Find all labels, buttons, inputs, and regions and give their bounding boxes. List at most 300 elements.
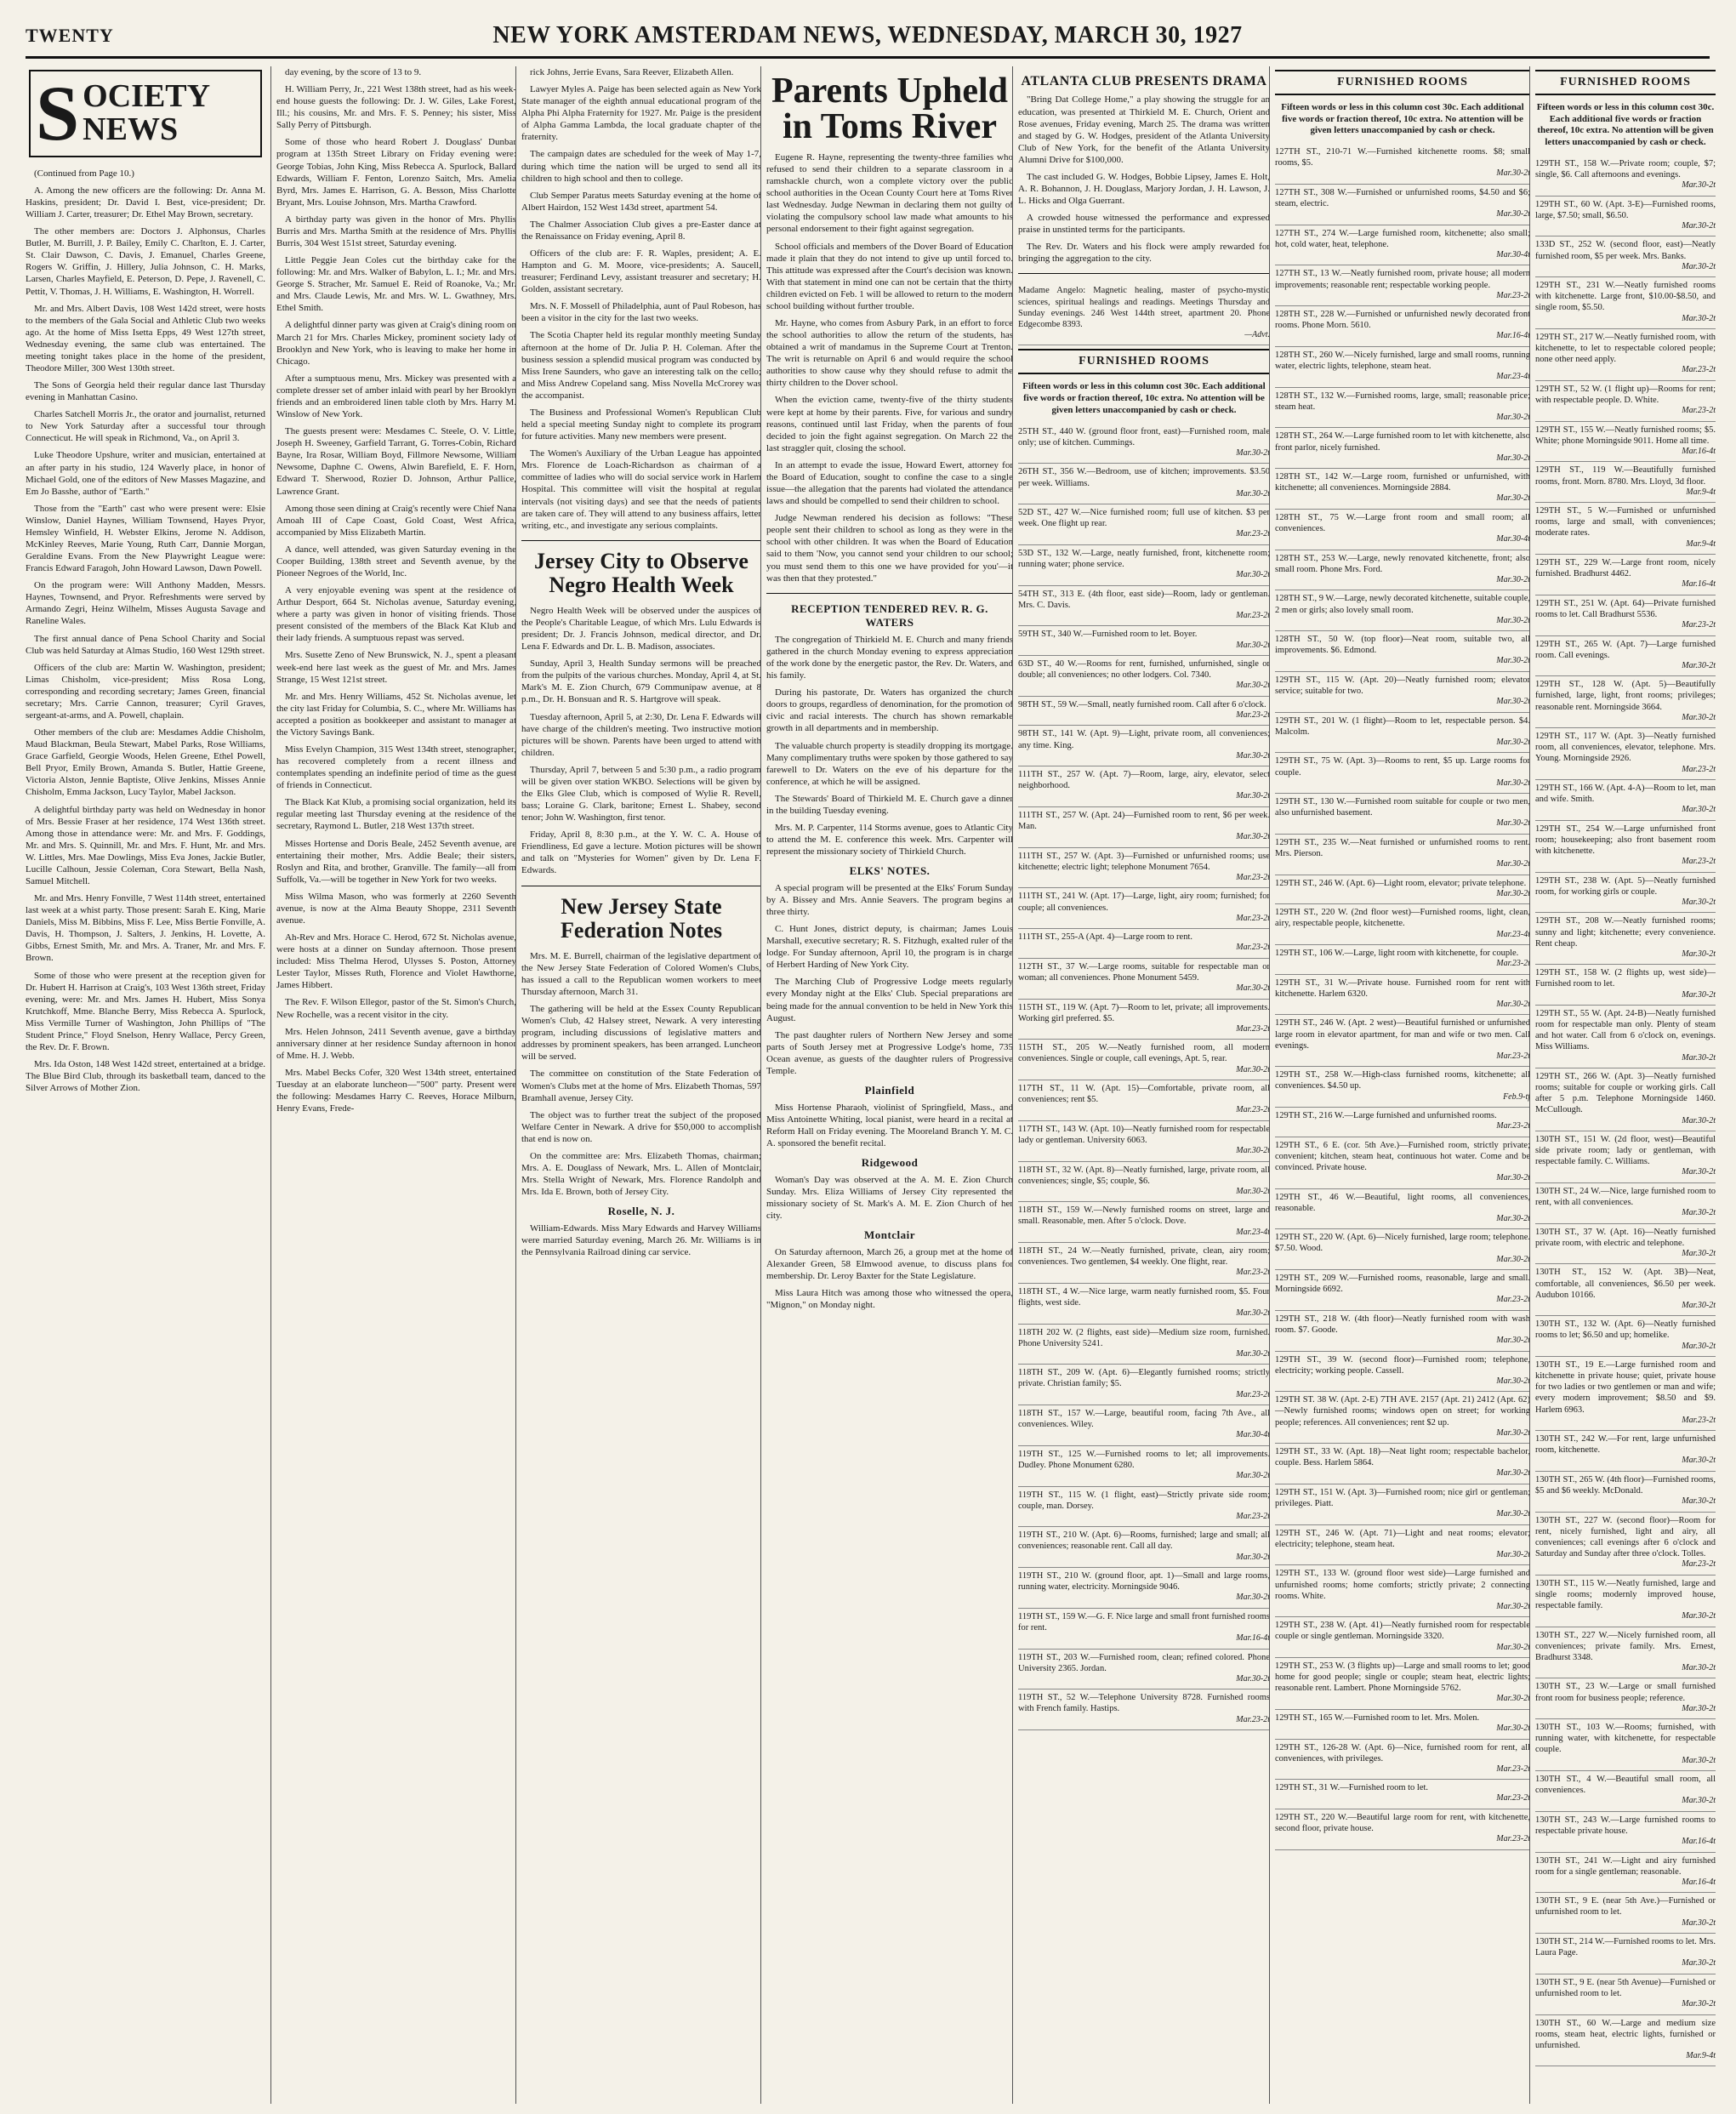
classified-ad — [1018, 1609, 1270, 1650]
classified-ad — [1535, 1893, 1716, 1934]
society-news-logo — [29, 70, 262, 157]
classified-ad — [1535, 913, 1716, 965]
ad-date: Mar.30-2t — [1236, 570, 1270, 580]
ad-date: Mar.30-2t — [1496, 1694, 1530, 1704]
ad-text: 130TH ST., 37 W. (Apt. 16)—Neatly furnished private room, with electric and telephone. — [1535, 1227, 1716, 1248]
headline-jersey-city: Jersey City to Observe Negro Health Week — [534, 548, 748, 598]
classified-ad — [1535, 1934, 1716, 1974]
ad-text: 111TH ST., 257 W. (Apt. 3)—Furnished or unfurnished rooms; use kitchenette; electric light; telephone Monument 7654. — [1018, 851, 1270, 872]
classified-ad — [1275, 428, 1530, 469]
masthead — [26, 15, 1710, 59]
headline-ridgewood: Ridgewood — [861, 1155, 919, 1169]
classified-ad — [1018, 464, 1270, 504]
ad-date: Mar.30-2t — [1682, 805, 1716, 815]
classified-ad — [1018, 888, 1270, 929]
ad-date: Mar.23-2t — [1236, 529, 1270, 539]
paragraph: Mrs. N. F. Mossell of Philadelphia, aunt of Paul Robeson, has been a visitor in the city for the last two weeks. — [521, 301, 761, 324]
paragraph: A birthday party was given in the honor of Mrs. Phyllis Burris and Mrs. Martha Smith at the residence of Mrs. Phyllis Burris, 304 West 151st street, Saturday evening. — [276, 214, 516, 249]
classified-ad — [1275, 1137, 1530, 1189]
classified-ad — [1275, 945, 1530, 975]
ad-text: 129TH ST., 117 W. (Apt. 3)—Neatly furnished room, all conveniences, elevator, telephone. Mrs. Young. Morningside 2926. — [1535, 732, 1716, 764]
montclair-paragraphs — [766, 1246, 1013, 1311]
ad-text: 130TH ST., 4 W.—Beautiful small room, all conveniences. — [1535, 1775, 1716, 1796]
rate-note: Fifteen words or less in this column cost 30c. Each additional five words or fraction thereof, 10c extra. No attention will be given letters unaccompanied by cash or check. — [1022, 381, 1266, 415]
ad-text: 130TH ST., 24 W.—Nice, large furnished room to rent, with all conveniences. — [1535, 1186, 1716, 1208]
paragraph: Officers of the club are: Martin W. Washington, president; Limas Chisholm, vice-president; Miss Rosa Long, corresponding and recording secretary; James Green, financial secretary; Mrs. Carrie Cannon, treasurer; Cyril Graves, sergeant-at-arms, and A. Powell, chaplain. — [26, 662, 265, 721]
ad-text: 130TH ST., 242 W.—For rent, large unfurnished room, kitchenette. — [1535, 1434, 1716, 1456]
classified-ads — [1275, 144, 1530, 1850]
rate-note: Fifteen words or less in this column cost 30c. Each additional five words or fraction thereof, 10c extra. No attention will be given letters unaccompanied by cash or check. — [1281, 101, 1524, 136]
ad-text: 119TH ST., 210 W. (ground floor, apt. 1)—Small and large rooms, running water, electricity. Morningside 9046. — [1018, 1571, 1270, 1593]
classified-ads — [1018, 424, 1270, 1730]
classified-header: FURNISHED ROOMS — [1535, 70, 1716, 95]
ad-date: Mar.30-2t — [1682, 1341, 1716, 1351]
ad-text: 118TH ST., 24 W.—Neatly furnished, private, clean, airy room; conveniences. Two gentlemen, $4 weekly. One flight, rear. — [1018, 1246, 1270, 1268]
ad-text: 118TH ST., 32 W. (Apt. 8)—Neatly furnished, large, private room, all conveniences; single, $5; couple, $6. — [1018, 1165, 1270, 1186]
ad-date: Mar.30-2t — [1682, 313, 1716, 323]
paragraph: Eugene R. Hayne, representing the twenty-three families who refused to send their children to a separate classroom in a ramshackle church, won a complete victory over the public school authorities in the Ocean County Court here at Toms River last Wednesday. Judge Newman in declaring them not guilty of violating the compulsory school law made what amounts to his personal endorsement to their fight against segregation. — [766, 152, 1013, 235]
paragraph: The first annual dance of Pena School Charity and Social Club was held Saturday at Almas Studio, 160 West 129th street. — [26, 633, 265, 656]
paragraph: day evening, by the score of 13 to 9. — [285, 67, 422, 77]
ad-date: Mar.30-2t — [1236, 681, 1270, 691]
ad-date: Mar.30-2t — [1496, 818, 1530, 829]
paragraph: Mrs. M. E. Burrell, chairman of the legislative department of the New Jersey State Federation of Colored Women's Clubs, has issued a call to the Republican women workers to meet Thursday afternoon, March 31. — [521, 950, 761, 997]
ad-date: Mar.23-2t — [1236, 709, 1270, 720]
logo-s: S — [36, 70, 80, 157]
paragraph: Officers of the club are: F. R. Waples, president; A. E. Hampton and G. M. Moore, vice-presidents; A. Saucell, treasurer; Ferdinand Levy, assistant treasurer and secretary; H. Golden, assistant secretary. — [521, 248, 761, 295]
ad-text: 128TH ST., 264 W.—Large furnished room to let with kitchenette, also front parlor, nicely furnished. — [1275, 431, 1530, 453]
classified-ad — [1275, 1444, 1530, 1484]
ad-text: 129TH ST., 220 W. (Apt. 6)—Nicely furnished, large room; telephone. $7.50. Wood. — [1275, 1233, 1530, 1254]
headline-atlanta-club: ATLANTA CLUB PRESENTS DRAMA — [1021, 74, 1267, 88]
classified-ad — [1018, 424, 1270, 464]
ad-date: Mar.30-2t — [1682, 1496, 1716, 1507]
ad-text: 119TH ST., 159 W.—G. F. Nice large and small front furnished rooms for rent. — [1018, 1611, 1270, 1633]
ad-date: Mar.30-4t — [1496, 534, 1530, 544]
ad-date: Mar.23-2t — [1236, 943, 1270, 953]
classified-ad — [1535, 595, 1716, 636]
ad-date: Mar.23-2t — [1682, 1559, 1716, 1570]
ad-date: Mar.23-2t — [1236, 872, 1270, 882]
paragraph: Mr. Hayne, who comes from Asbury Park, in an effort to force the school authorities to allow the return of the students, has obtained a writ of mandamus in the Supreme Court at Trenton. The writ is returnable on April 6 and would require the school authorities to show cause why they should refuse to admit the thirty children to the Dover school. — [766, 318, 1013, 389]
ad-text: 130TH ST., 9 E. (near 5th Avenue)—Furnished or unfurnished room to let. — [1535, 1977, 1716, 1998]
classified-ad — [1535, 1719, 1716, 1771]
classified-ad — [1535, 1431, 1716, 1472]
classified-ad — [1535, 1131, 1716, 1183]
ad-date: Mar.30-2t — [1682, 261, 1716, 271]
classified-ad — [1018, 586, 1270, 627]
reception-paragraphs — [766, 634, 1013, 858]
headline-roselle: Roselle, N. J. — [607, 1205, 675, 1218]
ad-date: Mar.23-2t — [1496, 1051, 1530, 1061]
ad-text: 129TH ST., 106 W.—Large, light room with kitchenette, for couple. — [1275, 949, 1519, 959]
classified-ad — [1535, 821, 1716, 873]
classified-ad — [1535, 2015, 1716, 2067]
ad-date: Mar.30-2t — [1496, 1254, 1530, 1264]
paragraph: The cast included G. W. Hodges, Bobbie Lipsey, James E. Holt, A. R. Bohannon, J. H. Douglass, Marjory Jordan, J. H. Lawson, J. L. Hicks and Olga Guerrant. — [1018, 171, 1270, 207]
ad-date: Mar.30-2t — [1496, 412, 1530, 422]
headline-montclair: Montclair — [863, 1228, 916, 1241]
headline-reception: RECEPTION TENDERED REV. R. G. WATERS — [791, 601, 988, 630]
classified-ad — [1535, 965, 1716, 1006]
classified-ad — [1018, 1568, 1270, 1609]
ad-date: Mar.30-2t — [1496, 493, 1530, 504]
ad-text: 129TH ST., 235 W.—Neat furnished or unfurnished rooms to rent. Mrs. Pierson. — [1275, 837, 1530, 859]
ad-date: Mar.30-2t — [1496, 888, 1530, 898]
ad-text: 129TH ST., 31 W.—Private house. Furnished room for rent with kitchenette. Harlem 6320. — [1275, 977, 1530, 999]
classified-ad — [1275, 672, 1530, 713]
classified-ad — [1275, 1525, 1530, 1566]
paragraph: Thursday, April 7, between 5 and 5:30 p.m., a radio program will be given over station WKBO. Selections will be given by the Elks Glee Club, which is composed of Wylie R. Revell, bass; Loraine G. Clark, baritone; Ernest L. Shabey, second tenor; John W. Washington, first tenor. — [521, 764, 761, 823]
paragraph: A very enjoyable evening was spent at the residence of Arthur Desport, 664 St. Nicholas avenue, Saturday evening, where a party was given in honor of visiting friends. Those present consisted of the members of the Black Kat Klub and their lady friends. A sumptuous repast was served. — [276, 585, 516, 644]
ad-date: Mar.16-4t — [1682, 579, 1716, 590]
ad-text: 59TH ST., 340 W.—Furnished room to let. Boyer. — [1018, 630, 1198, 640]
classified-ad — [1018, 807, 1270, 848]
ad-text: 128TH ST., 142 W.—Large room, furnished or unfurnished, with kitchenette; all conveniences. Morningside 2884. — [1275, 472, 1530, 493]
ad-date: Mar.30-2t — [1682, 897, 1716, 907]
paragraph: Those from the "Earth" cast who were present were: Elsie Winslow, Daniel Haynes, William Townsend, Hayes Pryor, Hemsley Winfield, H. Webster Elkins, Jerome N. Addison, McKinley Reeves, Marie Young, Ruth Carr, Dannie Morgan, Geraldine Evans. From the New Playwright League were: Francis Edward Faragoh, John Howard Lawson, Dawn Powell. — [26, 503, 265, 574]
ad-date: Mar.23-2t — [1236, 1714, 1270, 1724]
ad-text: 129TH ST., 238 W. (Apt. 41)—Neatly furnished room for respectable couple or single gentleman. Morningside 3320. — [1275, 1621, 1530, 1642]
ad-date: Mar.30-2t — [1236, 832, 1270, 842]
ad-date: Mar.30-2t — [1496, 1724, 1530, 1734]
paragraph: On Saturday afternoon, March 26, a group met at the home of Alexander Green, 58 Elmwood avenue, to discuss plans for membership. Dr. Leroy Baxter for the State Legislature. — [766, 1246, 1013, 1281]
page-number: TWENTY — [26, 25, 114, 46]
ad-text: 129TH ST., 75 W. (Apt. 3)—Rooms to rent, $5 up. Large rooms for couple. — [1275, 756, 1530, 778]
ad-date: Mar.30-2t — [1236, 1552, 1270, 1562]
divider — [766, 593, 1013, 594]
ad-text: 129TH ST., 208 W.—Neatly furnished rooms; sunny and light; kitchenette; every convenience. Rent cheap. — [1535, 916, 1716, 949]
paragraph: Negro Health Week will be observed under the auspices of the People's Charitable League, of which Mrs. Lulu Edwards is president; Dr. J. Francis Johnson, medical director, and Dr. Lena F. Edwards and Dr. L. B. Madison, associates. — [521, 605, 761, 652]
ad-date: Mar.30-2t — [1496, 697, 1530, 707]
paragraph: Tuesday afternoon, April 5, at 2:30, Dr. Lena F. Edwards will have charge of the children's meeting. Two instructive motion pictures will be shown. Parents have been urged to attend with children. — [521, 711, 761, 758]
ad-text: 111TH ST., 241 W. (Apt. 17)—Large, light, airy room; furnished; for couple; all conveniences. — [1018, 892, 1270, 913]
paragraph: On the program were: Will Anthony Madden, Messrs. Haynes, Townsend, and Pryor. Refreshments were served by Armando Zegri, Heinz Wilhelm, Misses Augusta Savage and Raneline Wales. — [26, 580, 265, 627]
ad-date: Mar.30-2t — [1236, 1593, 1270, 1603]
ad-text: 129TH ST., 251 W. (Apt. 64)—Private furnished rooms to let. Call Bradhurst 5536. — [1535, 598, 1716, 619]
ad-date: Mar.30-2t — [1236, 1186, 1270, 1196]
classified-ad — [1535, 329, 1716, 381]
ad-text: 128TH ST., 50 W. (top floor)—Neat room, suitable two, all improvements. $6. Edmond. — [1275, 635, 1530, 656]
paragraph: rick Johns, Jerrie Evans, Sara Reever, Elizabeth Allen. — [530, 67, 734, 77]
ad-text: 129TH ST., 33 W. (Apt. 18)—Neat light room; respectable bachelor, couple. Bess. Harlem 5864. — [1275, 1447, 1530, 1468]
paragraph: The Black Kat Klub, a promising social organization, held its regular meeting last Thursday evening at the residence of the secretary, Raymond L. Butler, 218 West 137th street. — [276, 797, 516, 832]
ad-date: Mar.30-2t — [1496, 999, 1530, 1009]
ad-date: Mar.30-2t — [1496, 1601, 1530, 1611]
column-society-1 — [26, 66, 265, 2104]
classified-ad — [1535, 873, 1716, 914]
ad-text: 119TH ST., 125 W.—Furnished rooms to let; all improvements. Dudley. Phone Monument 6280. — [1018, 1449, 1270, 1470]
paragraph: A special program will be presented at the Elks' Forum Sunday by A. Bissey and Mrs. Annie Seavers. The program begins at three thirty. — [766, 882, 1013, 918]
ad-text: 118TH ST., 4 W.—Nice large, warm neatly furnished room, $5. Four flights, west side. — [1018, 1286, 1270, 1308]
classified-ad — [1275, 1658, 1530, 1710]
ad-date: Mar.30-2t — [1496, 1642, 1530, 1652]
classified-ad — [1275, 794, 1530, 835]
classified-ad — [1275, 631, 1530, 672]
ad-text: 129TH ST., 128 W. (Apt. 5)—Beautifully furnished, large, light, front rooms; privileges; reasonable rent. Morningside 3664. — [1535, 680, 1716, 712]
ad-date: Mar.30-2t — [1236, 1308, 1270, 1319]
classified-ad — [1275, 306, 1530, 347]
ad-text: Madame Angelo: Magnetic healing, master of psycho-mystic sciences, spiritual healings and readings. Meetings Thursday and Sunday evenings. 246 West 144th street, apartment 20. Phone Edgecombe 8393. — [1018, 286, 1270, 329]
ad-date: Mar.30-2t — [1496, 574, 1530, 584]
classified-ad — [1535, 1006, 1716, 1068]
ad-date: Mar.30-2t — [1236, 488, 1270, 499]
ad-date: Mar.30-2t — [1236, 447, 1270, 458]
ad-text: 127TH ST., 13 W.—Neatly furnished room, private house; all modern improvements; reasonable rent; respectable working people. — [1275, 269, 1530, 290]
ad-text: 130TH ST., 227 W. (second floor)—Room for rent, nicely furnished, light and airy, all conveniences; call evenings after 6 o'clock and Saturday and Sunday after three o'clock. Tolles. — [1535, 1515, 1716, 1559]
column-classified-4 — [1529, 66, 1716, 2104]
classified-ad — [1018, 1325, 1270, 1365]
society-paragraphs — [521, 66, 761, 532]
ad-text: 118TH 202 W. (2 flights, east side)—Medium size room, furnished. Phone University 5241. — [1018, 1327, 1270, 1348]
ad-date: Mar.30-2t — [1496, 1336, 1530, 1346]
classified-ad — [1275, 144, 1530, 185]
paragraph: C. Hunt Jones, district deputy, is chairman; James Louis Marshall, executive secretary; R. S. Fitzhugh, exalted ruler of the lodge. For Sunday afternoon, April 10, the program is in charge of Herbert Harding of New York City. — [766, 924, 1013, 971]
classified-ad — [1018, 1446, 1270, 1487]
paragraph: Mrs. Helen Johnson, 2411 Seventh avenue, gave a birthday anniversary dinner at her residence Sunday afternoon in honor of Mme. H. J. Webb. — [276, 1026, 516, 1061]
paragraph: Miss Hortense Pharaoh, violinist of Springfield, Mass., and Miss Antoinette Whiting, local pianist, were heard in a recital at Reform Hall on Friday evening. The Mooreland Branch Y. M. C. A. sponsored the benefit recital. — [766, 1102, 1013, 1148]
paragraph: Luke Theodore Upshure, writer and musician, entertained at an after party in his studio, 124 Waverly place, in honor of Michael Gold, one of the editors of New Masses Magazine, and Em Jo Basshe, author of "Earth." — [26, 450, 265, 497]
ad-text: 129TH ST., 6 E. (cor. 5th Ave.)—Furnished room, strictly private; convenient; kitchen, steam heat, continuous hot water. Come and be convinced. Private house. — [1275, 1140, 1530, 1172]
ad-text: 129TH ST., 119 W.—Beautifully furnished rooms, front. Morn. 8780. Mrs. Lloyd, 3d floor. — [1535, 465, 1716, 487]
atlanta-paragraphs — [1018, 94, 1270, 265]
paragraph: Judge Newman rendered his decision as follows: "These people sent their children to school as long as they were in the school with other children. It was when the Board of Education said to them 'Now, you cannot send your children to our school; you must send them to this one we have provided for you'—it was then that they protested." — [766, 513, 1013, 584]
ad-text: 129TH ST. 38 W. (Apt. 2-E) 7TH AVE. 2157 (Apt. 21) 2412 (Apt. 62)—Newly furnished rooms; windows open on street; for working people; references. All conveniences; rent $2 up. — [1275, 1395, 1530, 1427]
ad-date: Mar.23-2t — [1682, 406, 1716, 416]
classified-ad — [1535, 236, 1716, 277]
ad-text: 129TH ST., 115 W. (Apt. 20)—Neatly furnished room; elevator service; suitable for two. — [1275, 675, 1530, 697]
paragraph: On the committee are: Mrs. Elizabeth Thomas, chairman; Mrs. A. E. Douglass of Newark, Mrs. L. Allen of Montclair, Mrs. Stella Wright of Newark, Mrs. Florence Randolph and Mrs. Ida E. Brown, both of Jersey City. — [521, 1150, 761, 1198]
ad-date: Mar.30-2t — [1682, 989, 1716, 1000]
classified-ad — [1535, 462, 1716, 503]
ad-text: 129TH ST., 166 W. (Apt. 4-A)—Room to let, man and wife. Smith. — [1535, 783, 1716, 805]
ad-date: Mar.30-2t — [1236, 1146, 1270, 1156]
ad-date: Mar.23-2t — [1682, 764, 1716, 774]
logo-word-2: NEWS — [83, 111, 179, 148]
ad-date: Mar.30-2t — [1682, 1115, 1716, 1125]
classified-ad — [1275, 713, 1530, 754]
ad-text: 129TH ST., 5 W.—Furnished or unfurnished rooms, large and small, with conveniences; moderate rates. — [1535, 506, 1716, 538]
ad-text: 130TH ST., 214 W.—Furnished rooms to let. Mrs. Laura Page. — [1535, 1937, 1716, 1958]
classified-ad — [1275, 1352, 1530, 1393]
ad-text: 129TH ST., 201 W. (1 flight)—Room to let, respectable person. $4. Malcolm. — [1275, 715, 1530, 737]
ad-date: Mar.30-2t — [1682, 1208, 1716, 1218]
classified-ad — [1275, 1067, 1530, 1108]
ad-text: 129TH ST., 165 W.—Furnished room to let. Mrs. Molen. — [1275, 1712, 1480, 1723]
classified-ad — [1275, 347, 1530, 388]
paragraph: William-Edwards. Miss Mary Edwards and Harvey Williams were married Saturday evening, March 26. Mr. Williams is in the Pennsylvania Railroad dining car service. — [521, 1222, 761, 1258]
classified-ad — [1535, 1576, 1716, 1627]
classified-ad — [1535, 1627, 1716, 1679]
classified-ad — [1535, 1316, 1716, 1357]
ad-text: 129TH ST., 220 W. (2nd floor west)—Furnished rooms, light, clean, airy, respectable people, kitchenette. — [1275, 908, 1530, 929]
ad-marker: —Advt. — [1244, 329, 1270, 339]
classified-ad — [1535, 1771, 1716, 1812]
paragraph: The guests present were: Mesdames C. Steele, O. V. Little, Joseph H. Sweeney, Garfield Tarrant, G. Torres-Cobin, Richard Bayne, Ira Rosar, William Boyd, Fillmore Newsome, William Newsome, Daphne C. Owens, Alwin Barefield, E. F. Horn, Edward T. Sherwood, Rozier D. Johnson, Arthur Pallice, Lawrence Grant. — [276, 426, 516, 497]
ad-text: 111TH ST., 257 W. (Apt. 7)—Room, large, airy, elevator, select neighborhood. — [1018, 770, 1270, 791]
paragraph: Mrs. Susette Zeno of New Brunswick, N. J., spent a pleasant week-end here last week as the guest of Mr. and Mrs. James Strange, 15 West 121st street. — [276, 650, 516, 685]
society-paragraphs — [276, 66, 516, 1114]
ad-text: 129TH ST., 258 W.—High-class furnished rooms, kitchenette; all conveniences. $4.50 up. — [1275, 1070, 1530, 1091]
paragraph: A delightful dinner party was given at Craig's dining room on March 21 for Mrs. Charles Mickey, prominent society lady of Brooklyn and New York, who is leaving to make her home in Chicago. — [276, 320, 516, 367]
ad-text: 119TH ST., 52 W.—Telephone University 8728. Furnished rooms with French family. Hastips. — [1018, 1693, 1270, 1714]
ad-text: 118TH ST., 209 W. (Apt. 6)—Elegantly furnished rooms; strictly private. Christian family; $5. — [1018, 1368, 1270, 1389]
ad-date: Mar.30-2t — [1496, 656, 1530, 666]
classified-ad — [1535, 1224, 1716, 1265]
classified-ad — [1018, 726, 1270, 766]
ad-text: 129TH ST., 254 W.—Large unfurnished front room; housekeeping; also front basement room with kitchenette. — [1535, 823, 1716, 857]
classified-ad — [1275, 550, 1530, 591]
madame-angelo-ad — [1018, 282, 1270, 345]
paragraph: Mrs. Ida Oston, 148 West 142d street, entertained at a bridge. The Blue Bird Club, through its basketball team, danced to the Silver Arrows of Mother Zion. — [26, 1059, 265, 1094]
headline-parents-upheld: Parents Upheld in Toms River — [771, 71, 1009, 146]
ad-text: 129TH ST., 246 W. (Apt. 71)—Light and neat rooms; elevator; electricity; telephone, steam heat. — [1275, 1528, 1530, 1549]
ad-text: 130TH ST., 151 W. (2d floor, west)—Beautiful side private room; lady or gentleman, with respectable family. C. Williams. — [1535, 1135, 1716, 1167]
classified-ad — [1535, 636, 1716, 677]
classified-ad — [1018, 504, 1270, 545]
headline-nj-federation: New Jersey State Federation Notes — [561, 893, 722, 943]
ad-date: Feb.9-tf — [1503, 1091, 1530, 1102]
ad-text: 128TH ST., 253 W.—Large, newly renovated kitchenette, front; also small room. Phone Mrs. Ford. — [1275, 553, 1530, 574]
ad-text: 129TH ST., 55 W. (Apt. 24-B)—Neatly furnished room for respectable man only. Plenty of steam and hot water. Call from 6 o'clock on, evenings. Miss Williams. — [1535, 1009, 1716, 1052]
ad-text: 130TH ST., 243 W.—Large furnished rooms to respectable private house. — [1535, 1815, 1716, 1836]
ad-date: Mar.30-2t — [1682, 1662, 1716, 1672]
ad-date: Mar.23-2t — [1236, 610, 1270, 620]
divider — [521, 540, 761, 541]
paragraph: Ah-Rev and Mrs. Horace C. Herod, 672 St. Nicholas avenue, were hosts at a dinner on Sunday afternoon. Those present included: Miss Thelma Herod, Ulysses S. Poston, Attorney Lester Taylor, Misses Ruth, Florence and Violet Hawthorne, James Hibbert. — [276, 932, 516, 991]
paragraph: Little Peggie Jean Coles cut the birthday cake for the following: Mr. and Mrs. Walker of Babylon, L. I.; Mr. and Mrs. George S. Stracher, Mr. Samuel E. Reid of Roanoke, Va.; Mr. and Mrs. Claude Lewis, Mr. and Mrs. W. L. Gwathney, Mrs. Ethel Smith. — [276, 255, 516, 314]
ad-date: Mar.30-2t — [1682, 1917, 1716, 1928]
logo-word-1: OCIETY — [83, 77, 211, 114]
ad-text: 118TH ST., 159 W.—Newly furnished rooms on street, large and small. Reasonable, men. After 5 o'clock. Dove. — [1018, 1205, 1270, 1227]
classified-ad — [1275, 1617, 1530, 1658]
paragraph: Mr. and Mrs. Henry Williams, 452 St. Nicholas avenue, let the city last Friday for Columbia, S. C., where Mr. Williams has accepted a position as bookkeeper and assistant to manager at the Victory Savings Bank. — [276, 691, 516, 738]
ad-text: 119TH ST., 115 W. (1 flight, east)—Strictly private side room; couple, man. Dorsey. — [1018, 1490, 1270, 1511]
ad-date: Mar.30-2t — [1496, 1509, 1530, 1519]
ad-date: Mar.30-2t — [1496, 615, 1530, 625]
ad-date: Mar.23-2t — [1496, 959, 1530, 969]
classified-ad — [1275, 1740, 1530, 1781]
ad-text: 129TH ST., 31 W.—Furnished room to let. — [1275, 1783, 1429, 1793]
ad-text: 129TH ST., 155 W.—Neatly furnished rooms; $5. White; phone Morningside 9011. Home all time. — [1535, 425, 1716, 446]
paper-title: NEW YORK AMSTERDAM NEWS, WEDNESDAY, MARCH 30, 1927 — [492, 22, 1243, 48]
ad-text: 130TH ST., 265 W. (4th floor)—Furnished rooms, $5 and $6 weekly. McDonald. — [1535, 1474, 1716, 1496]
ad-date: Mar.30-2t — [1682, 1999, 1716, 2009]
ad-date: Mar.23-2t — [1682, 1415, 1716, 1425]
elks-paragraphs — [766, 882, 1013, 1077]
divider — [1018, 273, 1270, 274]
column-news — [760, 66, 1013, 2104]
ad-text: 127TH ST., 308 W.—Furnished or unfurnished rooms, $4.50 and $6; steam, electric. — [1275, 187, 1530, 209]
ad-text: 129TH ST., 229 W.—Large front room, nicely furnished. Bradhurst 4462. — [1535, 558, 1716, 579]
paragraph: When the eviction came, twenty-five of the thirty students were kept at home by their parents. Five, for various and sundry reasons, continued until last Friday, when the parents of four decided to join the fight against segregation. On March 22 the last straggler quit, closing the school. — [766, 395, 1013, 453]
ad-text: 115TH ST., 119 W. (Apt. 7)—Room to let, private; all improvements. Working girl preferred. $5. — [1018, 1002, 1270, 1023]
classified-ad — [1018, 1487, 1270, 1528]
classified-ad — [1535, 728, 1716, 780]
classified-ad — [1535, 277, 1716, 329]
classified-header: FURNISHED ROOMS — [1018, 349, 1270, 374]
ad-date: Mar.30-2t — [1682, 949, 1716, 959]
classified-ad — [1018, 697, 1270, 727]
ad-text: 130TH ST., 152 W. (Apt. 3B)—Neat, comfortable, all conveniences, $6.50 per week. Audubon 10166. — [1535, 1268, 1716, 1300]
ad-date: Mar.30-2t — [1682, 1755, 1716, 1765]
classified-ad — [1018, 766, 1270, 807]
ad-text: 26TH ST., 356 W.—Bedroom, use of kitchen; improvements. $3.50 per week. Williams. — [1018, 467, 1270, 488]
ad-date: Mar.30-2t — [1236, 983, 1270, 994]
ad-text: 129TH ST., 253 W. (3 flights up)—Large and small rooms to let; good home for good people; single or couple; steam heat, electric lights; reasonable rent. Lambert. Phone Morningside 5762. — [1275, 1661, 1530, 1694]
column-classified-1 — [1012, 66, 1270, 2104]
ad-date: Mar.30-4t — [1236, 1430, 1270, 1440]
ad-date: Mar.23-2t — [1496, 1764, 1530, 1774]
paragraph: The Sons of Georgia held their regular dance last Thursday evening in Manhattan Casino. — [26, 380, 265, 403]
ad-date: Mar.30-4t — [1496, 249, 1530, 259]
ad-text: 128TH ST., 260 W.—Nicely furnished, large and small rooms, running water, electric lights, telephone, steam heat. — [1275, 350, 1530, 372]
classified-ads — [1535, 156, 1716, 2067]
classified-ad — [1535, 197, 1716, 237]
classified-ad — [1275, 1311, 1530, 1352]
classified-ad — [1275, 835, 1530, 875]
paragraph: The Marching Club of Progressive Lodge meets regularly every Monday night at the Elks' Club. Special preparations are being made for the annual convention to be held in New York this August. — [766, 977, 1013, 1023]
classified-ad — [1275, 1229, 1530, 1270]
ad-text: 130TH ST., 115 W.—Neatly furnished, large and single rooms; modernly improved house, respectable family. — [1535, 1578, 1716, 1610]
ad-text: 111TH ST., 255-A (Apt. 4)—Large room to rent. — [1018, 932, 1193, 943]
ad-date: Mar.30-2t — [1236, 1673, 1270, 1684]
ad-date: Mar.23-2t — [1496, 1834, 1530, 1844]
ad-text: 129TH ST., 265 W. (Apt. 7)—Large furnished room. Call evenings. — [1535, 639, 1716, 660]
classified-ad — [1275, 1780, 1530, 1809]
classified-ad — [1018, 545, 1270, 586]
ad-text: 129TH ST., 220 W.—Beautiful large room for rent, with kitchenette, second floor, private house. — [1275, 1812, 1530, 1834]
paragraph: After a sumptuous menu, Mrs. Mickey was presented with a complete dresser set of amber inlaid with pearl by her Brooklyn friends and an embroidered linen table cloth by Mrs. Harry M. Winslow of New York. — [276, 373, 516, 420]
paragraph: The object was to further treat the subject of the proposed Welfare Center in Newark. A drive for $50,000 to accomplish that end is now on. — [521, 1109, 761, 1144]
ad-text: 129TH ST., 216 W.—Large furnished and unfurnished rooms. — [1275, 1111, 1497, 1121]
classified-ad — [1535, 780, 1716, 821]
ad-date: Mar.30-2t — [1682, 1300, 1716, 1310]
ad-text: 54TH ST., 313 E. (4th floor, east side)—Room, lady or gentleman. Mrs. C. Davis. — [1018, 589, 1270, 610]
paragraph: A. Among the new officers are the following: Dr. Anna M. Haskins, president; Dr. David I. Best, vice-president; Dr. William J. Carter, treasurer; Dr. Ethel May Brown, secretary. — [26, 185, 265, 220]
paragraph: A dance, well attended, was given Saturday evening in the Cooper Building, 138th street and Seventh avenue, by the Pioneer Negroes of the World, Inc. — [276, 544, 516, 578]
paragraph: The Scotia Chapter held its regular monthly meeting Sunday afternoon at the home of Dr. Julia P. H. Coleman. After the business session a splendid musical program was conducted by Miss Irene Saunders, who gave an interesting talk on the cello; and Miss Andrew Copeland sang. Miss Novella McCrorey was the accompanist. — [521, 330, 761, 401]
classified-ad — [1535, 1812, 1716, 1853]
ad-text: 98TH ST., 141 W. (Apt. 9)—Light, private room, all conveniences; any time. King. — [1018, 729, 1270, 750]
ad-date: Mar.16-4t — [1496, 331, 1530, 341]
column-society-2 — [270, 66, 516, 2104]
classified-ad — [1018, 1405, 1270, 1446]
ad-text: 129TH ST., 133 W. (ground floor west side)—Large furnished and unfurnished rooms; home comforts; strictly private; 2 connecting rooms. White. — [1275, 1569, 1530, 1601]
paragraph: The other members are: Doctors J. Alphonsus, Charles Butler, M. Burrill, J. P. Bailey, Emily C. Charlton, E. J. Carter, St. Clair Dawson, C. Davis, J. Emanuel, Charles Greene, Rogers W. Griffin, J. Hillery, Julia Johnson, C. H. Marks, Larsen, Charles Mayfield, E. Peterson, D. Pepe, J. Ravenell, C. Pettit, V. Thomas, J. H. Williams, E. Washington, H. Worrell. — [26, 226, 265, 297]
classified-ad — [1275, 590, 1530, 631]
classified-ad — [1275, 1189, 1530, 1230]
ad-text: 129TH ST., 52 W. (1 flight up)—Rooms for rent; with respectable people. D. White. — [1535, 384, 1716, 406]
paragraph: Club Semper Paratus meets Saturday evening at the home of Albert Hairdon, 152 West 143d street, apartment 54. — [521, 190, 761, 213]
classified-ad — [1275, 1484, 1530, 1525]
ad-text: 129TH ST., 209 W.—Furnished rooms, reasonable, large and small. Morningside 6692. — [1275, 1274, 1530, 1295]
ad-date: Mar.16-4t — [1682, 1837, 1716, 1847]
classified-ad — [1535, 1974, 1716, 2015]
paragraph: Misses Hortense and Doris Beale, 2452 Seventh avenue, are entertaining their mother, Mrs. Addie Beale; their sisters, Roslyn and Rita, and brother, Granville. The family—all from Suffolk, Va.—will be together in New York for two weeks. — [276, 838, 516, 885]
classified-ad — [1535, 1513, 1716, 1576]
ad-date: Mar.23-2t — [1236, 913, 1270, 923]
paragraph: The valuable church property is steadily dropping its mortgage. Many complimentary truths were spoken by those gathered to say farewell to Dr. Waters on the eve of his departure for the conference, at which he will be assigned. — [766, 740, 1013, 787]
paragraph: "Bring Dat College Home," a play showing the struggle for an education, was presented at Thirkield M. E. Church, Orient and Rose avenues, Friday evening, March 25. The drama was written and staged by G. W. Hodges, president of the Atlanta University Club of New York, for the benefit of the Atlanta University Alumni Drive for $100,000. — [1018, 94, 1270, 165]
ad-date: Mar.30-2t — [1682, 220, 1716, 231]
classified-ad — [1535, 156, 1716, 197]
paragraph: The Rev. F. Wilson Ellegor, pastor of the St. Simon's Church, New Rochelle, was a recent visitor in the city. — [276, 997, 516, 1020]
ad-date: Mar.23-2t — [1682, 620, 1716, 630]
classified-ad — [1018, 929, 1270, 959]
classified-ad — [1018, 1650, 1270, 1690]
ad-text: 129TH ST., 158 W.—Private room; couple, $7; single, $6. Call afternoons and evenings. — [1535, 158, 1716, 180]
